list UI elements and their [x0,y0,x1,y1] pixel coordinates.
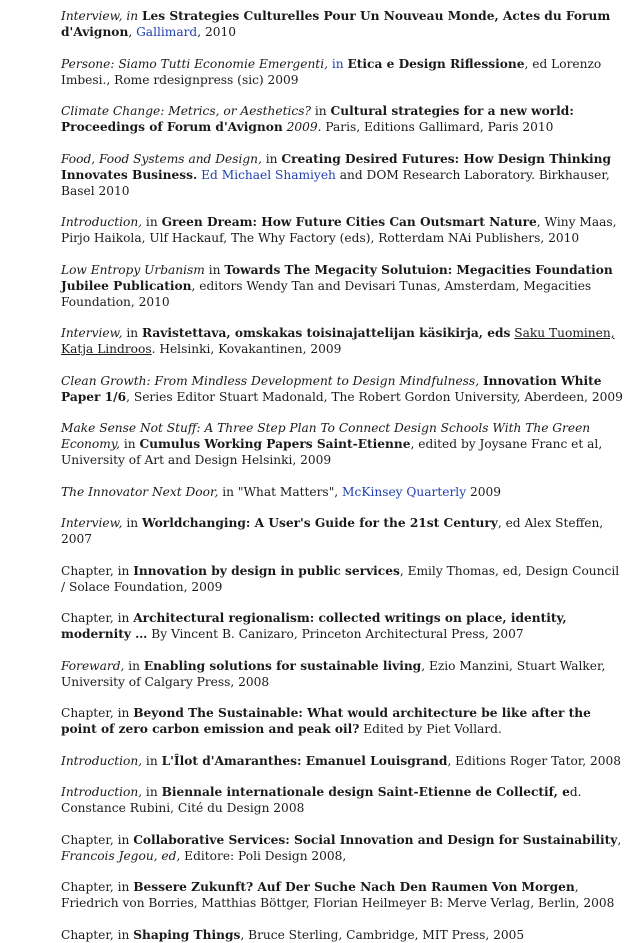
citation-text: in [204,262,225,277]
contribution-title: Interview, [61,326,123,340]
citation-text: 2009 [466,484,501,499]
bibliography-entry [61,484,624,500]
citation-text: Paris, Editions Gallimard, Paris 2010 [321,120,554,134]
contribution-title: Foreward, [61,658,125,673]
contribution-title: Interview, in [61,9,142,23]
publication-title: Biennale internationale design Saint-Etienne de Collectif, e [161,785,570,799]
citation-text: d. Constance Rubini, Cité du Design 2008 [61,785,582,815]
publication-title: Shaping Things [133,927,241,942]
bibliography-entry [61,563,624,595]
citation-text: , [617,832,622,847]
reference-link[interactable]: Ed Michael Shamiyeh [201,167,336,182]
citation-text: in [122,516,142,530]
citation-text: Editore: Poli Design 2008, [180,848,347,863]
citation-text: , Series Editor Stuart Madonald, The Robert Gordon University, Aberdeen, 2009 [126,389,623,404]
publication-title: L'Îlot d'Amaranthes: Emanuel Louisgrand [161,753,448,768]
contribution-title: Introduction, [61,215,143,229]
citation-text: in [142,785,162,799]
publication-title: Creating Desired Futures: How Design Thinking Innovates Business. [61,151,612,182]
publication-title: Towards The Megacity Solutuion: Megacities Foundation Jubilee Publication [61,262,613,293]
contribution-title: Persone: Siamo Tutti Economie Emergenti, [61,56,332,71]
publication-title: Beyond The Sustainable: What would architecture be like after the point of zero carbon emission and peak oil? [61,706,591,736]
citation-text: , Emily Thomas, ed, Design Council / Solace Foundation, 2009 [61,563,620,594]
bibliography-entry [61,8,624,40]
citation-text: in [124,658,144,673]
bibliography-entry [61,515,624,547]
contribution-title: 2009. [286,120,322,134]
citation-text: in [142,753,162,768]
contribution-title: Make Sense Not Stuff: A Three Step Plan To Connect Design Schools With The Green Economy, [61,421,591,451]
bibliography-entry [61,325,624,357]
reference-link[interactable]: McKinsey Quarterly [342,484,467,499]
bibliography-entry [61,879,624,911]
publication-title: Etica e Design Riflessione [347,56,525,71]
bibliography-entry [61,658,624,690]
citation-text: Chapter, in [61,832,134,847]
publication-title: Collaborative Services: Social Innovation and Design for Sustainability [133,832,618,847]
publication-title: Cultural strategies for a new world: Proceedings of Forum d'Avignon [61,104,574,134]
citation-text: , [128,25,137,39]
publication-title: Green Dream: How Future Cities Can Outsmart Nature [161,215,537,229]
citation-text: , 2010 [197,25,236,39]
contribution-title: Clean Growth: From Mindless Development to Design Mindfulness, [61,373,480,388]
bibliography-entry [61,832,624,864]
publication-title: Innovation by design in public services [133,563,400,578]
publication-title: Architectural regionalism: collected writings on place, identity, modernity … [61,611,567,641]
citation-text: in "What Matters", [218,484,343,499]
bibliography-entry [61,420,624,468]
reference-link[interactable]: in [331,56,348,71]
bibliography-entry [61,927,624,943]
citation-text: , Ezio Manzini, Stuart Walker, University of Calgary Press, 2008 [61,658,606,689]
bibliography-entry [61,103,624,135]
bibliography-entry [61,784,624,816]
citation-text: in [261,151,282,166]
publication-title: Bessere Zukunft? Auf Der Suche Nach Den Raumen Von Morgen [133,880,575,894]
contribution-title: Interview, [61,516,123,530]
contribution-title: Francois Jegou, ed, [61,848,181,863]
bibliography-entry [61,214,624,246]
citation-text: . Helsinki, Kovakantinen, 2009 [151,342,342,356]
publication-title: Les Strategies Culturelles Pour Un Nouveau Monde, Actes du Forum d'Avignon [61,9,611,39]
contribution-title: Low Entropy Urbanism [61,262,205,277]
contribution-title: Food, Food Systems and Design, [61,151,262,166]
bibliography-entry [61,262,624,310]
citation-text: in [119,437,140,451]
bibliography-entry [61,56,624,88]
publication-title: Enabling solutions for sustainable living [143,658,422,673]
citation-text: Chapter, in [61,880,134,894]
citation-text: Chapter, in [61,927,134,942]
citation-text: , Editions Roger Tator, 2008 [447,753,622,768]
bibliography-entry [61,373,624,405]
bibliography-entry [61,753,624,769]
publication-title: Ravistettava, omskakas toisinajattelijan käsikirja, eds [141,326,511,340]
bibliography-entry [61,705,624,737]
citation-text: Chapter, in [61,706,134,720]
reference-link[interactable]: Saku Tuominen, Katja Lindroos [61,326,615,356]
citation-text: , ed Alex Steffen, 2007 [61,516,604,546]
publication-title: Cumulus Working Papers Saint-Etienne [139,437,411,451]
bibliography-entry [61,610,624,642]
publication-title: Innovation White Paper 1/6 [61,373,602,404]
citation-text: Edited by Piet Vollard. [359,722,502,736]
contribution-title: The Innovator Next Door, [61,484,219,499]
citation-text: , Winy Maas, Pirjo Haikola, Ulf Hackauf, The Why Factory (eds), Rotterdam NAi Publishers, 2010 [61,215,617,245]
citation-text: Chapter, in [61,563,134,578]
contribution-title: Introduction, [61,753,143,768]
citation-text: By Vincent B. Canizaro, Princeton Architectural Press, 2007 [147,627,524,641]
citation-text: and DOM Research Laboratory. Birkhauser, Basel 2010 [61,167,610,198]
citation-text: Chapter, in [61,611,134,625]
citation-text: in [122,326,142,340]
citation-text: , Friedrich von Borries, Matthias Böttger, Florian Heilmeyer B: Merve Verlag, Berlin, 2008 [61,880,615,910]
citation-text: , editors Wendy Tan and Devisari Tunas, Amsterdam, Megacities Foundation, 2010 [61,278,592,309]
reference-link[interactable]: Gallimard [136,25,198,39]
publication-title: Worldchanging: A User's Guide for the 21st Century [141,516,498,530]
citation-text: , ed Lorenzo Imbesi., Rome rdesignpress (sic) 2009 [61,56,602,87]
contribution-title: Introduction, [61,785,143,799]
bibliography-entry [61,151,624,199]
citation-text: , Bruce Sterling, Cambridge, MIT Press, 2005 [240,927,525,942]
citation-text: , edited by Joysane Franc et al, University of Art and Design Helsinki, 2009 [61,437,603,467]
citation-text: in [311,104,331,118]
contribution-title: Climate Change: Metrics, or Aesthetics? [61,104,312,118]
citation-text: in [142,215,162,229]
